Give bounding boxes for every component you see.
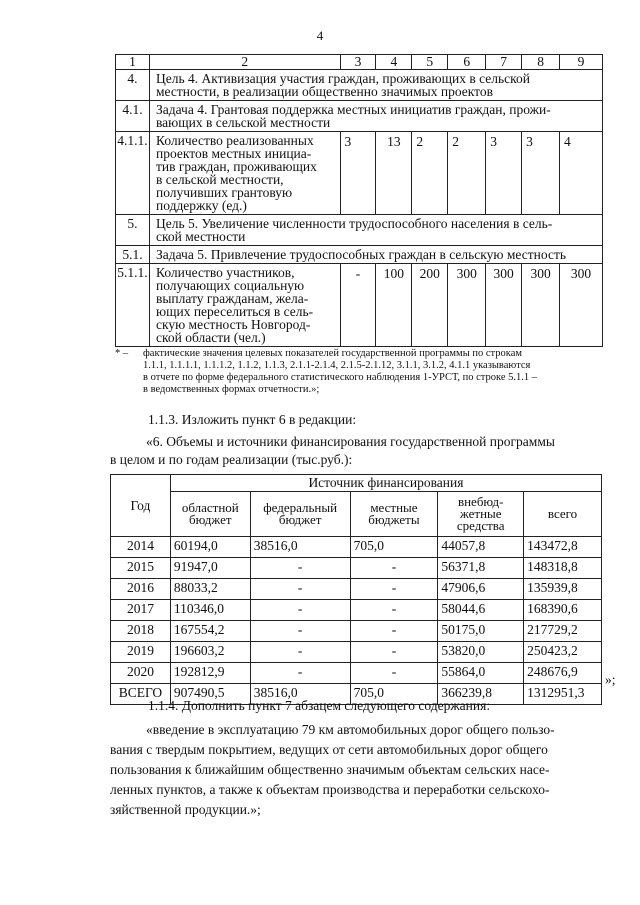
header-line: областной [181,500,239,515]
header-line: федеральный [263,500,338,515]
quote-line: «введение в эксплуатацию 79 км автомобильных дорог общего пользо- [146,722,555,737]
value-cell: 38516,0 [250,684,350,705]
table-header-row [111,492,602,537]
value-cell: - [250,600,350,621]
value-cell: 200 [412,264,448,347]
value-cell: 56371,8 [438,558,524,579]
value-cell: 705,0 [350,684,438,705]
value-cell: 2 [448,132,486,215]
text-line: скую местность Новгород- [155,317,311,332]
value-cell: - [250,663,350,684]
value-cell: 907490,5 [170,684,250,705]
value-cell: 110346,0 [170,600,250,621]
table-row [111,621,602,642]
row-number: 5.1.1. [116,264,150,347]
value-cell: 55864,0 [438,663,524,684]
row-text [149,246,602,264]
row-text [149,215,602,246]
column-header-extrabudget [438,492,524,537]
text-line: выплату гражданам, жела- [155,291,309,306]
value-cell: 167554,2 [170,621,250,642]
paragraph-6-line: в целом и по годам реализации (тыс.руб.): [110,452,353,467]
value-cell: 47906,6 [438,579,524,600]
header-line: бюджеты [368,512,420,527]
table-row [111,558,602,579]
value-cell: - [250,558,350,579]
value-cell: 300 [448,264,486,347]
text-line: ской местности [155,229,246,244]
value-cell: - [250,621,350,642]
column-header-local [350,492,438,537]
value-cell: 3 [522,132,560,215]
year-cell: 2018 [111,621,171,642]
table-row [111,600,602,621]
text-line: Количество реализованных [155,133,314,148]
value-cell: - [250,579,350,600]
year-cell: 2015 [111,558,171,579]
column-header-federal [250,492,350,537]
quote-line: ленных пунктов, а также к объектам производства и переработки сельскохо- [110,782,550,797]
footnote-line: 1.1.1, 1.1.1.1, 1.1.1.2, 1.1.2, 1.1.3, 2.1.1-2.1.4, 2.1.5-2.1.12, 3.1.1, 3.1.2, 4.1.1 указываются [143,360,531,371]
value-cell: 38516,0 [250,537,350,558]
paragraph-6-line: «6. Объемы и источники финансирования государственной программы [146,434,555,449]
value-cell: 196603,2 [170,642,250,663]
text-line: вающих в сельской местности [155,115,331,130]
column-number: 3 [340,55,376,70]
page-number: 4 [316,28,324,43]
source-header: Источник финансирования [170,475,601,492]
column-number: 4 [376,55,412,70]
value-cell: - [350,663,438,684]
table-row [116,70,603,101]
column-number: 7 [486,55,522,70]
footnote-body [143,348,611,396]
text-line: Задача 5. Привлечение трудоспособных граждан в сельскую местность [155,247,567,262]
value-cell: - [250,642,350,663]
table-header-row [111,475,602,492]
value-cell: - [350,600,438,621]
text-line: проектов местных инициа- [155,146,312,161]
row-number: 5. [116,215,150,246]
table-row [111,663,602,684]
value-cell: - [350,642,438,663]
header-line: бюджет [189,512,232,527]
financing-table [110,474,602,705]
quote-line: вания с твердым покрытием, ведущих от сети автомобильных дорог общего [110,742,548,757]
footnote-mark: * – [115,348,129,359]
text-line: Цель 5. Увеличение численности трудоспособного населения в сель- [155,216,553,231]
value-cell: - [350,558,438,579]
table-row [111,537,602,558]
header-line: жетные [459,506,502,521]
quote-line: пользования к ближайшим общественно значимым объектам сельских насе- [110,762,550,777]
row-text [149,264,340,347]
text-line: поддержку (ед.) [155,198,247,213]
value-cell: 58044,6 [438,600,524,621]
text-line: получивших грантовую [155,185,293,200]
row-number: 4.1. [116,101,150,132]
year-cell: ВСЕГО [111,684,171,705]
value-cell: 1312951,3 [524,684,602,705]
header-line: внебюд- [457,494,504,509]
financing-table-body [111,537,602,705]
row-text [149,70,602,101]
text-line: местности, в реализации общественно значимых проектов [155,84,493,99]
value-cell: 4 [560,132,603,215]
year-cell: 2014 [111,537,171,558]
value-cell: 88033,2 [170,579,250,600]
table-row [116,101,603,132]
column-number: 8 [522,55,560,70]
year-cell: 2017 [111,600,171,621]
text-line: Задача 4. Грантовая поддержка местных инициатив граждан, прожи- [155,102,551,117]
value-cell: 248676,9 [524,663,602,684]
row-number: 4. [116,70,150,101]
column-header-regional [170,492,250,537]
value-cell: 192812,9 [170,663,250,684]
value-cell: 100 [376,264,412,347]
value-cell: 148318,8 [524,558,602,579]
row-number: 5.1. [116,246,150,264]
value-cell: - [340,264,376,347]
text-line: тив граждан, проживающих [155,159,317,174]
table-row [111,579,602,600]
value-cell: 300 [560,264,603,347]
value-cell: 60194,0 [170,537,250,558]
value-cell: 705,0 [350,537,438,558]
value-cell: 135939,8 [524,579,602,600]
value-cell: 300 [522,264,560,347]
footnote-line: в отчете по форме федерального статистического наблюдения 1-УРСТ, по строке 5.1.1 – [143,372,538,383]
row-text [149,101,602,132]
header-line: средства [456,518,505,533]
value-cell: 3 [486,132,522,215]
table-header-row [116,55,603,70]
column-number: 1 [116,55,150,70]
table-row [116,264,603,347]
value-cell: 13 [376,132,412,215]
value-cell: 143472,8 [524,537,602,558]
value-cell: - [350,621,438,642]
paragraph-1-1-3: 1.1.3. Изложить пункт 6 в редакции: [148,412,357,427]
footnote-line: фактические значения целевых показателей государственной программы по строкам [143,348,522,359]
header-line: всего [547,506,578,521]
closing-quote: »; [605,672,616,687]
column-number: 9 [560,55,603,70]
value-cell: 53820,0 [438,642,524,663]
text-line: Количество участников, [155,265,295,280]
value-cell: 250423,2 [524,642,602,663]
text-line: ющих переселиться в сель- [155,304,314,319]
column-number: 6 [448,55,486,70]
year-header: Год [111,475,171,537]
value-cell: 300 [486,264,522,347]
header-line: бюджет [278,512,322,527]
column-header-total [524,492,602,537]
table-row [111,642,602,663]
year-cell: 2016 [111,579,171,600]
paragraph-1-1-4: 1.1.4. Дополнить пункт 7 абзацем следующего содержания: [148,698,491,713]
value-cell: 366239,8 [438,684,524,705]
value-cell: 3 [340,132,376,215]
table-row [116,246,603,264]
value-cell: 44057,8 [438,537,524,558]
value-cell: 91947,0 [170,558,250,579]
value-cell: 217729,2 [524,621,602,642]
text-line: ской области (чел.) [155,330,266,345]
text-line: получающих социальную [155,278,305,293]
target-indicators-table [115,54,603,347]
table-row [116,215,603,246]
value-cell: 50175,0 [438,621,524,642]
quote-line: зяйственной продукции.»; [110,802,261,817]
column-number: 2 [149,55,340,70]
value-cell: 168390,6 [524,600,602,621]
value-cell: 2 [412,132,448,215]
row-number: 4.1.1. [116,132,150,215]
value-cell: - [350,579,438,600]
year-cell: 2020 [111,663,171,684]
footnote-line: в ведомственных формах отчетности.»; [143,384,320,395]
table-row [116,132,603,215]
year-cell: 2019 [111,642,171,663]
text-line: в сельской местности, [155,172,284,187]
column-number: 5 [412,55,448,70]
header-line: местные [370,500,418,515]
row-text [149,132,340,215]
text-line: Цель 4. Активизация участия граждан, проживающих в сельской [155,71,530,86]
